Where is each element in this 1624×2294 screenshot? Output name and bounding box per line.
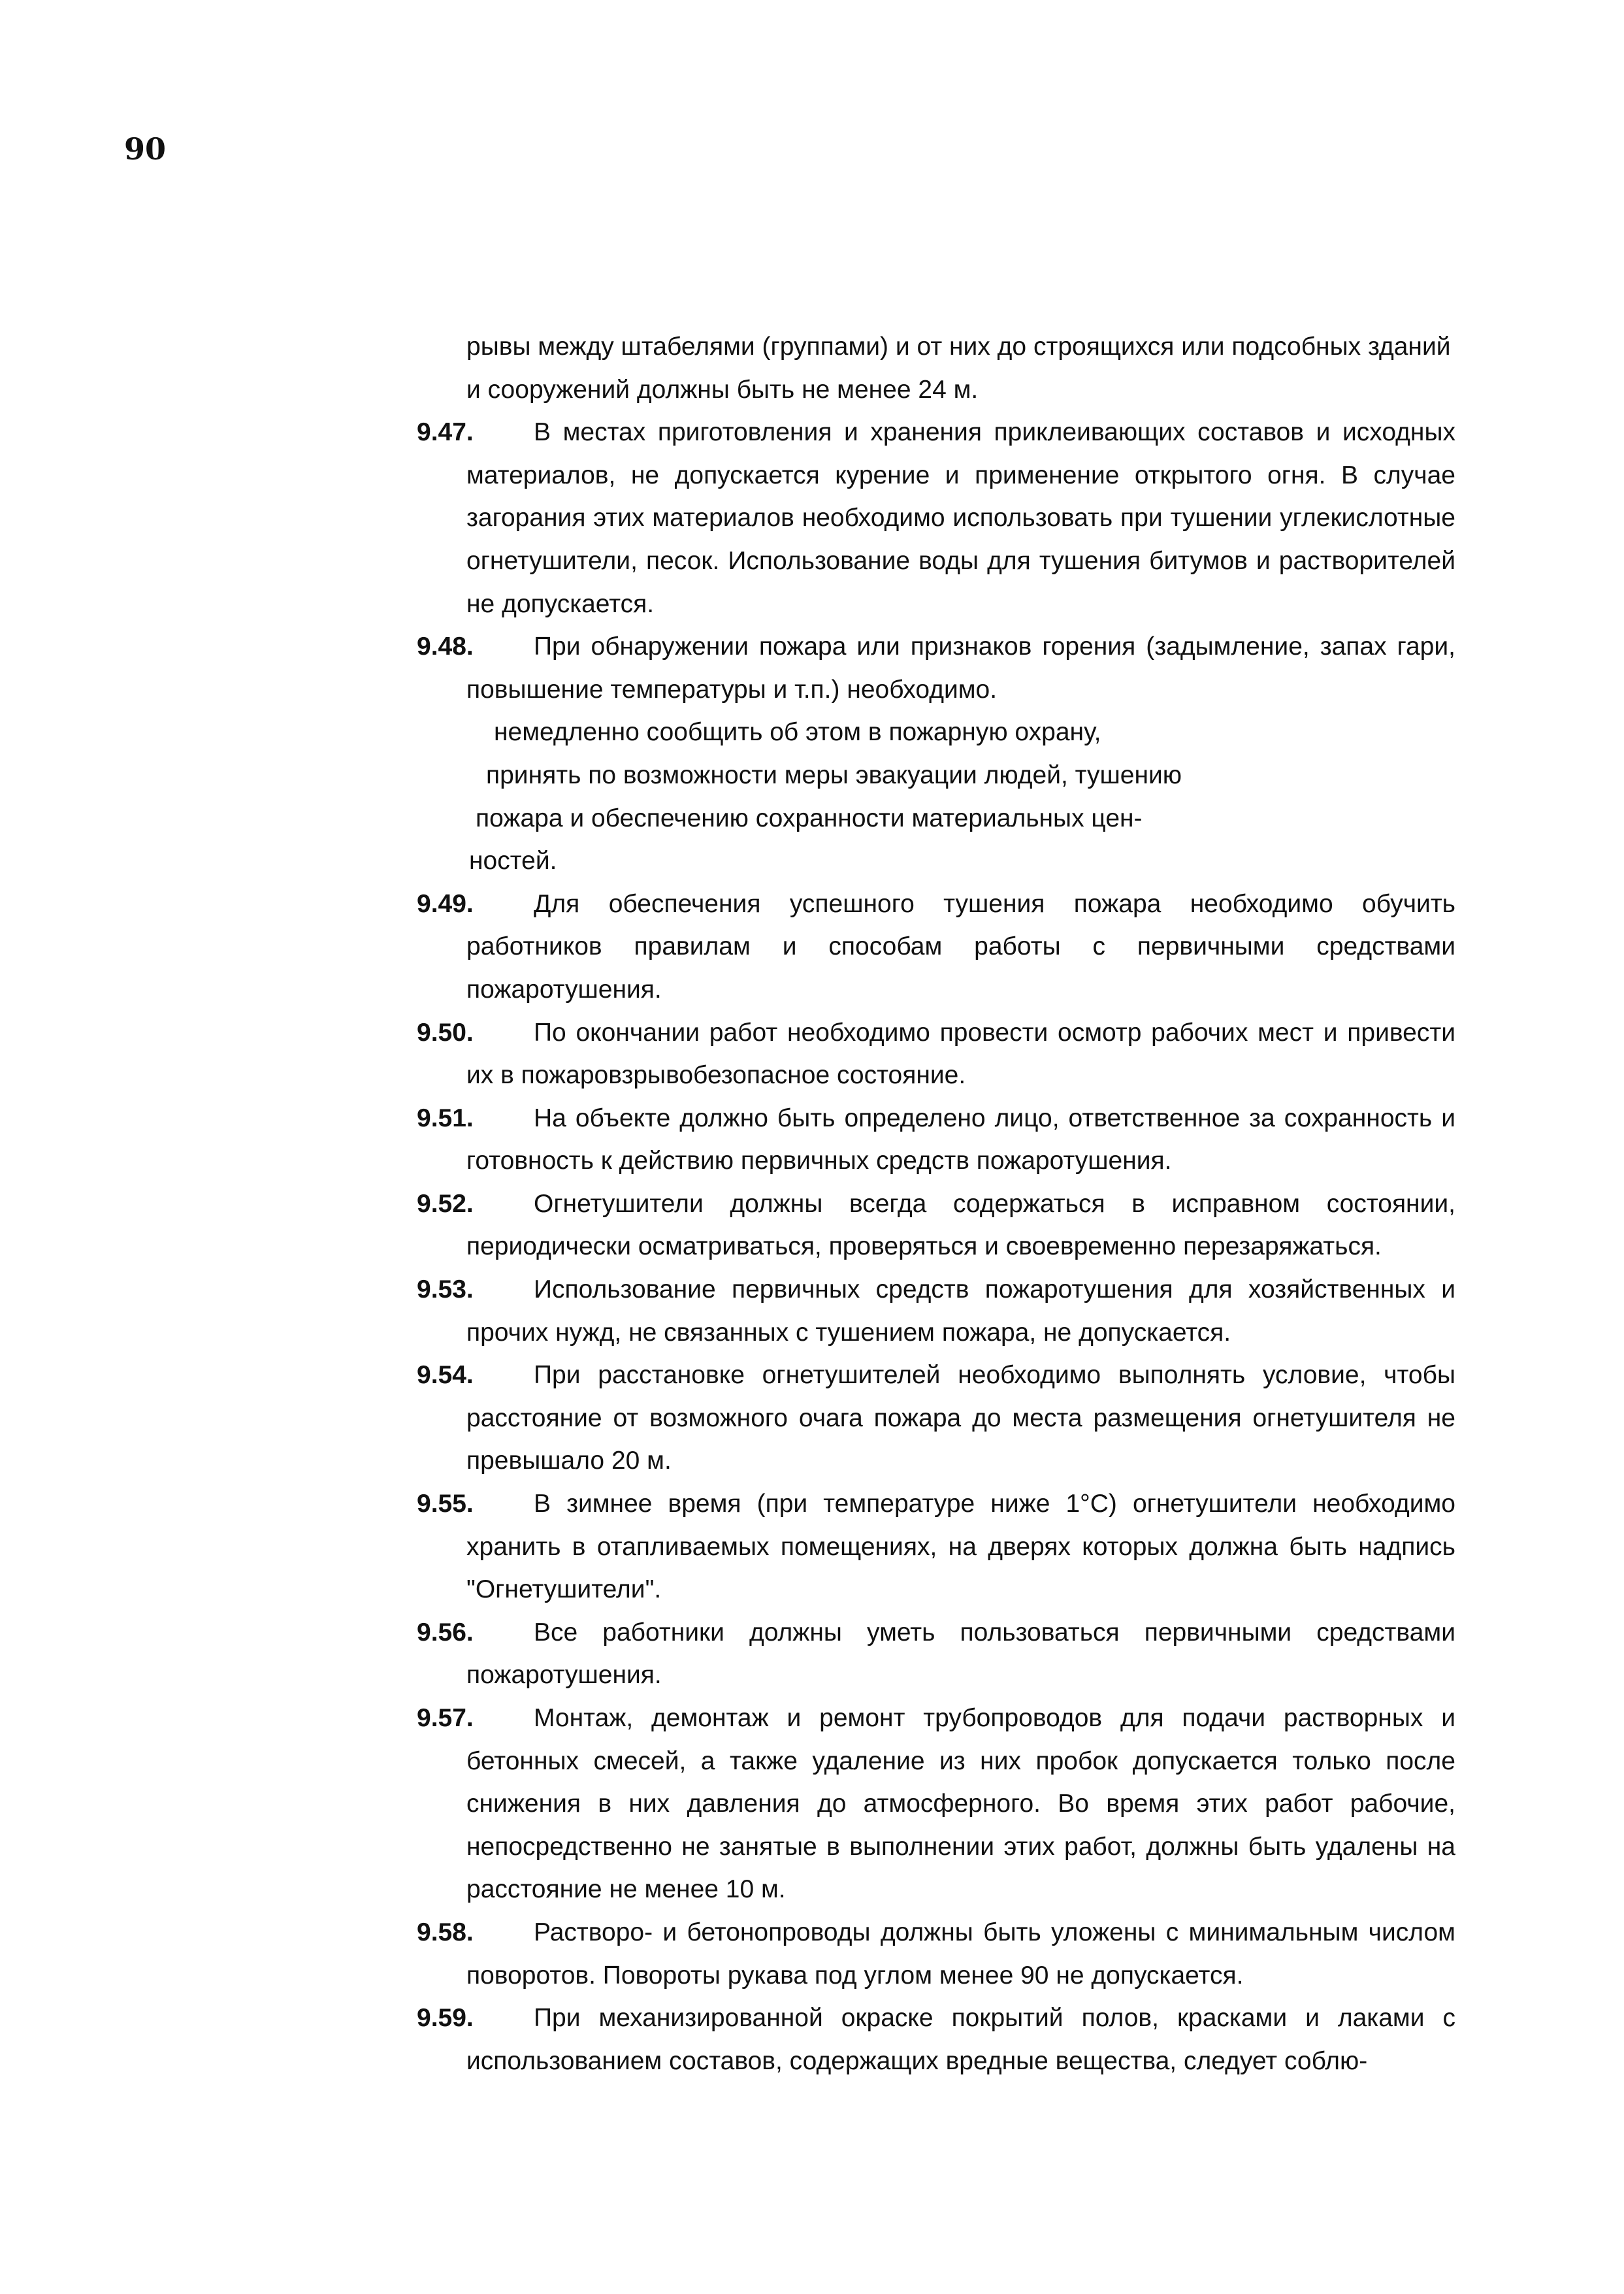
clause-9-56 xyxy=(417,1611,1455,1697)
action-item-preserve: пожара и обеспечению сохранности материальных цен- xyxy=(476,804,1143,832)
clause-9-58 xyxy=(417,1911,1455,1997)
clause-number: 9.49. xyxy=(417,889,474,918)
clause-text: По окончании работ необходимо провести осмотр рабочих мест и привести их в пожаровзрывобезопасное состояние. xyxy=(466,1018,1455,1090)
clause-text: Огнетушители должны всегда содержаться в исправном состоянии, периодически осматриваться, проверяться и своевременно перезаряжаться. xyxy=(466,1189,1455,1261)
clause-number: 9.51. xyxy=(417,1104,474,1132)
clause-9-49 xyxy=(417,883,1455,1011)
clause-9-51 xyxy=(417,1097,1455,1183)
clause-number: 9.47. xyxy=(417,418,474,447)
clause-9-54 xyxy=(417,1354,1455,1483)
clause-number: 9.50. xyxy=(417,1018,474,1047)
clause-number: 9.54. xyxy=(417,1361,474,1390)
clause-9-53 xyxy=(417,1268,1455,1354)
clause-text: На объекте должно быть определено лицо, ответственное за сохранность и готовность к действию первичных средств пожаротушения. xyxy=(466,1104,1455,1175)
action-item-values: ностей. xyxy=(469,847,557,876)
action-item-evacuate: принять по возможности меры эвакуации людей, тушению xyxy=(486,761,1182,789)
document-body xyxy=(417,325,1455,2082)
clause-9-50 xyxy=(417,1011,1455,1097)
clause-9-47 xyxy=(417,411,1455,625)
clause-number: 9.58. xyxy=(417,1918,474,1946)
clause-number: 9.53. xyxy=(417,1275,474,1304)
clause-text: При механизированной окраске покрытий полов, красками и лаками с использованием составов, содержащих вредные вещества, следует соблю- xyxy=(466,2004,1455,2075)
action-item-notify: немедленно сообщить об этом в пожарную охрану, xyxy=(494,718,1101,747)
clause-text: Для обеспечения успешного тушения пожара необходимо обучить работников правилам и способам работы с первичными средствами пожаротушения. xyxy=(466,889,1455,1004)
clause-text: При обнаружении пожара или признаков горения (задымление, запах гари, повышение температуры и т.п.) необходимо. xyxy=(466,632,1455,704)
clause-text: Растворо- и бетонопроводы должны быть уложены с минимальным числом поворотов. Повороты рукава под углом менее 90 не допускается. xyxy=(466,1918,1455,1990)
clause-text: Монтаж, демонтаж и ремонт трубопроводов для подачи растворных и бетонных смесей, а также удаление из них пробок допускается только после снижения в них давления до атмосферного. Во время этих работ рабочие, непосредственно не занятые в выполнении этих работ, должны быть удалены на расстояние не менее 10 м. xyxy=(466,1704,1455,1904)
clause-9-55 xyxy=(417,1483,1455,1611)
clause-number: 9.57. xyxy=(417,1704,474,1732)
clause-text: Все работники должны уметь пользоваться первичными средствами пожаротушения. xyxy=(466,1618,1455,1690)
clause-text: При расстановке огнетушителей необходимо выполнять условие, чтобы расстояние от возможного очага пожара до места размещения огнетушителя не превышало 20 м. xyxy=(466,1361,1455,1475)
clause-number: 9.59. xyxy=(417,2004,474,2033)
clause-text: В зимнее время (при температуре ниже 1°С) огнетушители необходимо хранить в отапливаемых помещениях, на дверях которых должна быть надпись "Огнетушители". xyxy=(466,1490,1455,1604)
clause-text: В местах приготовления и хранения приклеивающих составов и исходных материалов, не допускается курение и применение открытого огня. В случае загорания этих материалов необходимо использовать при тушении углекислотные огнетушители, песок. Использование воды для тушения битумов и растворителей не допускается. xyxy=(466,418,1455,618)
clause-number: 9.48. xyxy=(417,632,474,661)
clause-9-52 xyxy=(417,1183,1455,1268)
clause-number: 9.56. xyxy=(417,1618,474,1647)
clause-9-48 xyxy=(417,625,1455,711)
clause-9-59 xyxy=(417,1997,1455,2082)
clause-number: 9.52. xyxy=(417,1189,474,1218)
page-number: 90 xyxy=(124,131,167,167)
clause-9-57 xyxy=(417,1697,1455,1911)
intro-paragraph: рывы между штабелями (группами) и от них до строящихся или подсобных зданий и сооружений должны быть не менее 24 м. xyxy=(466,333,1451,404)
clause-text: Использование первичных средств пожаротушения для хозяйственных и прочих нужд, не связанных с тушением пожара, не допускается. xyxy=(466,1275,1455,1347)
clause-number: 9.55. xyxy=(417,1490,474,1518)
